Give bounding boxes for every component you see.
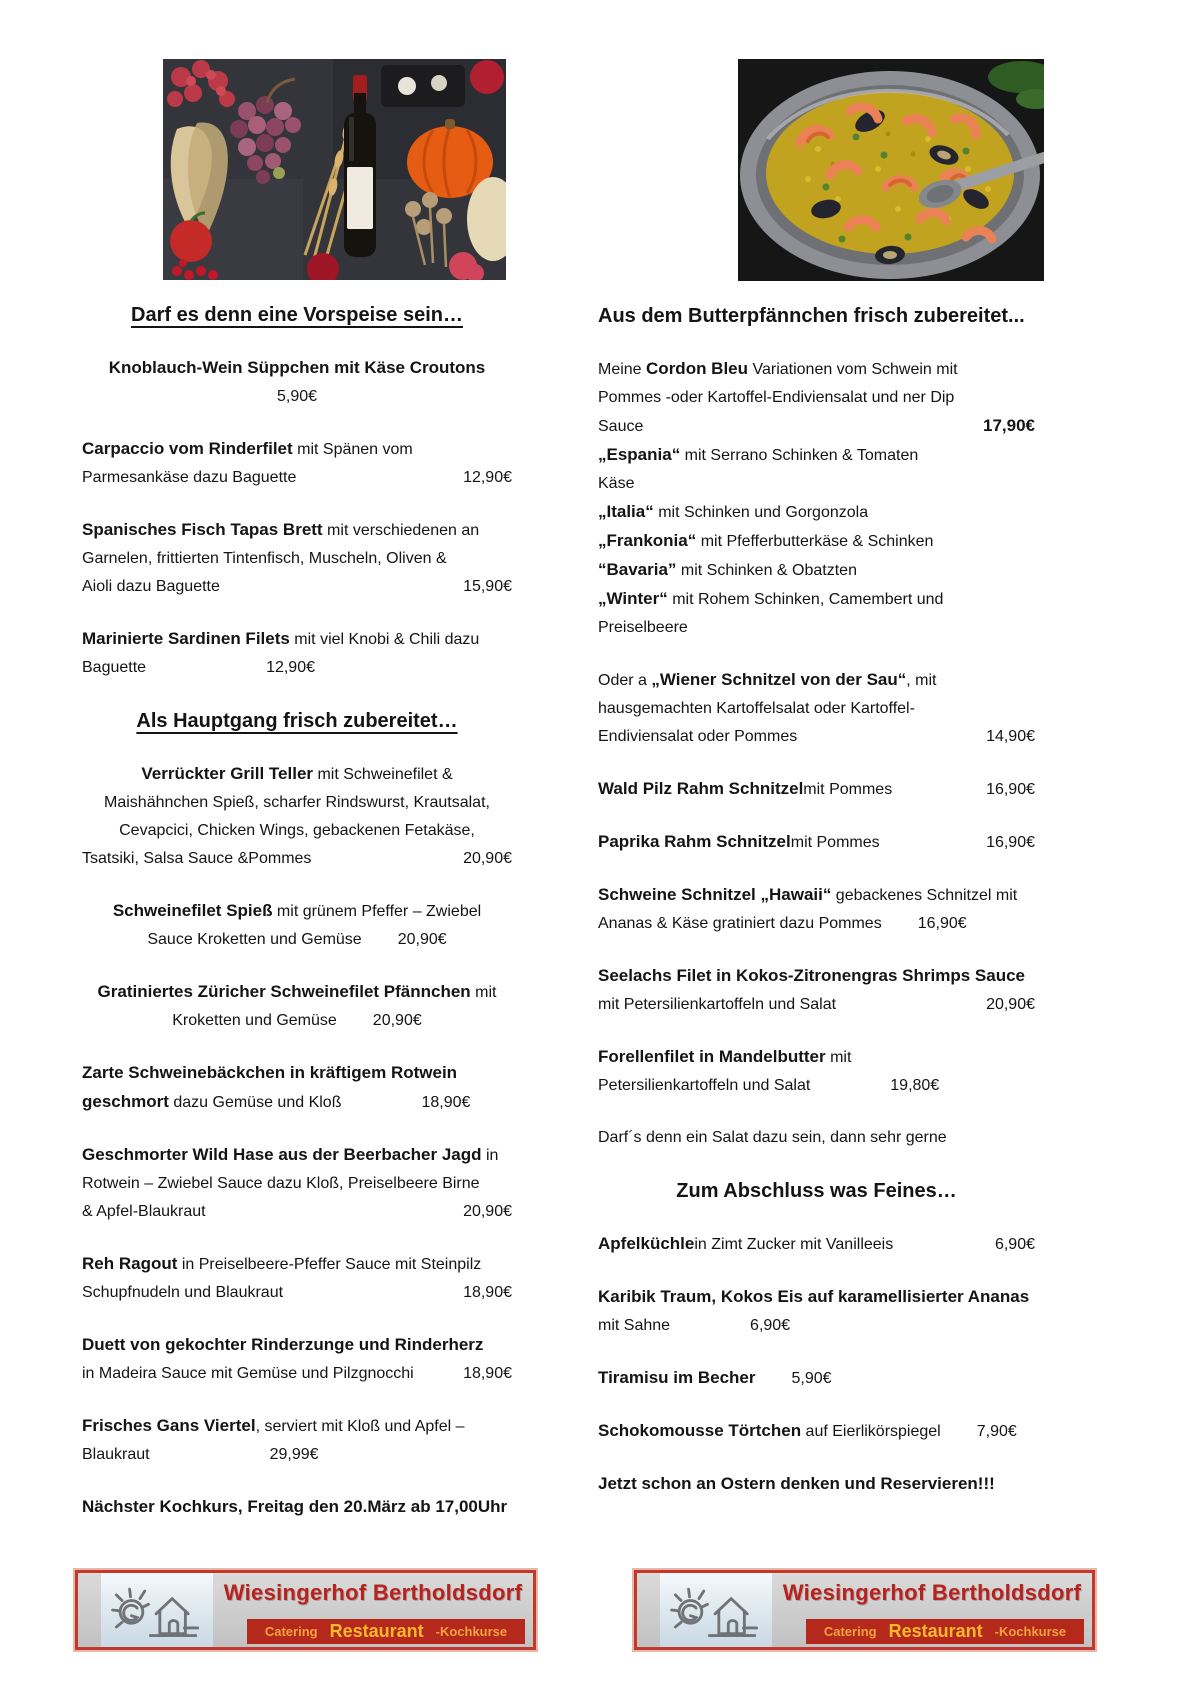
menu-text: „Winter“ [598, 589, 668, 608]
menu-text: Als Hauptgang frisch zubereitet… [136, 710, 458, 732]
menu-line [598, 301, 1035, 331]
menu-item [82, 1250, 512, 1307]
menu-text: „Espania“ [598, 445, 681, 464]
price: 29,99€ [269, 1446, 319, 1463]
menu-text: mit verschiedenen an [322, 522, 480, 539]
menu-line [598, 910, 1035, 938]
menu-item [598, 1283, 1035, 1340]
menu-column-left [82, 59, 512, 1546]
menu-text: Darf es denn eine Vorspeise sein… [131, 304, 463, 326]
sun-house-logo-icon [660, 1573, 772, 1647]
menu-text: mit Rohem Schinken, Camembert und [667, 591, 944, 608]
menu-line [82, 625, 512, 654]
menu-text: Oder a [598, 672, 652, 689]
menu-item [598, 355, 1035, 642]
menu-item [82, 978, 512, 1035]
price: 6,90€ [994, 1236, 1035, 1253]
menu-item [82, 897, 512, 954]
menu-text: mit viel Knobi & Chili dazu [289, 631, 480, 648]
menu-text: Schupfnudeln und Blaukraut [82, 1284, 284, 1301]
price: 20,90€ [397, 931, 447, 948]
service-kochkurse: -Kochkurse [435, 1624, 508, 1639]
menu-text: Duett von gekochter Rinderzunge und Rinderherz [82, 1335, 484, 1354]
menu-line [82, 1441, 512, 1469]
menu-text: Petersilienkartoffeln und Salat [598, 1077, 811, 1094]
menu-line [598, 1124, 1035, 1152]
price: 19,80€ [890, 1077, 940, 1094]
menu-item [598, 1230, 1035, 1259]
menu-text: mit Pfefferbutterkäse & Schinken [696, 533, 934, 550]
menu-text: mit grünem Pfeffer – Zwiebel [272, 903, 482, 920]
menu-line [82, 1088, 512, 1117]
menu-line [82, 545, 512, 573]
menu-text: mit Pommes [790, 834, 880, 851]
sun-house-logo-icon [101, 1573, 213, 1647]
service-catering: Catering [823, 1624, 877, 1639]
menu-line [598, 1043, 1035, 1072]
service-kochkurse: -Kochkurse [994, 1624, 1067, 1639]
menu-text: Variationen vom Schwein mit [748, 361, 958, 378]
menu-text: Tsatsiki, Salsa Sauce &Pommes [82, 850, 312, 867]
menu-text: Jetzt schon an Ostern denken und Reservieren!!! [598, 1474, 995, 1493]
menu-line [598, 1312, 1035, 1340]
menu-text: Nächster Kochkurs, Freitag den 20.März ab 17,00Uhr [82, 1497, 508, 1516]
menu-text: Schweinefilet Spieß [112, 901, 273, 920]
menu-line [598, 881, 1035, 910]
logo-main [772, 1573, 1092, 1647]
menu-text: in Madeira Sauce mit Gemüse und Pilzgnocchi [82, 1365, 414, 1382]
menu-text: Karibik Traum, Kokos Eis auf karamellisierter Ananas [598, 1287, 1030, 1306]
menu-text: mit [825, 1049, 852, 1066]
menu-text: „Italia“ [598, 502, 654, 521]
menu-line [598, 556, 1035, 585]
menu-text: Darf´s denn ein Salat dazu sein, dann sehr gerne [598, 1129, 947, 1146]
menu-text: Wald Pilz Rahm Schnitzel [598, 779, 804, 798]
price: 15,90€ [463, 578, 512, 595]
menu-item [598, 1364, 1035, 1393]
menu-text: hausgemachten Kartoffelsalat oder Kartoffel- [598, 700, 915, 717]
menu-line [82, 1141, 512, 1170]
menu-line [82, 789, 512, 817]
menu-text: Verrückter Grill Teller [141, 764, 314, 783]
menu-text: Meine [598, 361, 647, 378]
menu-line [82, 1170, 512, 1198]
menu-text: 5,90€ [276, 388, 318, 405]
menu-text: , serviert mit Kloß und Apfel – [255, 1418, 465, 1435]
price: 12,90€ [266, 659, 315, 676]
menu-blocks-left [82, 300, 512, 1522]
menu-text: mit Petersilienkartoffeln und Salat [598, 996, 837, 1013]
menu-line [82, 1331, 512, 1360]
menu-line [598, 1230, 1035, 1259]
service-catering: Catering [264, 1624, 318, 1639]
menu-line [82, 1007, 512, 1035]
menu-line [598, 1283, 1035, 1312]
menu-text: Garnelen, frittierten Tintenfisch, Muscheln, Oliven & [82, 550, 447, 567]
menu-text: Marinierte Sardinen Filets [82, 629, 290, 648]
menu-text: Pommes -oder Kartoffel-Endiviensalat und ner Dip [598, 389, 955, 406]
menu-item [82, 435, 512, 492]
price: 20,90€ [463, 850, 512, 867]
menu-text: Schweine Schnitzel „Hawaii“ [598, 885, 832, 904]
menu-item [82, 516, 512, 601]
menu-text: mit Spänen vom [292, 441, 413, 458]
menu-text: mit Pommes [803, 781, 893, 798]
section-heading [598, 1176, 1035, 1206]
menu-line [82, 1198, 512, 1226]
menu-line [82, 1412, 512, 1441]
service-restaurant: Restaurant [888, 1621, 983, 1641]
menu-text: in Zimt Zucker mit Vanilleeis [694, 1236, 894, 1253]
price: 20,90€ [986, 996, 1035, 1013]
price: 16,90€ [986, 834, 1035, 851]
logo-banner-right [634, 1570, 1095, 1650]
price: 7,90€ [976, 1423, 1017, 1440]
logo-services-bar [806, 1619, 1084, 1644]
menu-text: Geschmorter Wild Hase aus der Beerbacher Jagd [82, 1145, 482, 1164]
service-restaurant: Restaurant [329, 1621, 424, 1641]
menu-text: mit Serrano Schinken & Tomaten [680, 447, 919, 464]
menu-text: auf Eierlikörspiegel [801, 1423, 941, 1440]
menu-line [598, 585, 1035, 614]
note-line [598, 1470, 1035, 1499]
menu-line [82, 654, 512, 682]
menu-text: dazu Gemüse und Kloß [168, 1094, 342, 1111]
menu-line [598, 614, 1035, 642]
menu-line [598, 1470, 1035, 1499]
menu-text: „Frankonia“ [598, 531, 697, 550]
price: 16,90€ [986, 781, 1035, 798]
menu-text: Blaukraut [82, 1446, 150, 1463]
menu-text: “Bavaria” [598, 560, 677, 579]
logo-main [213, 1573, 533, 1647]
menu-line [598, 1176, 1035, 1206]
menu-text: in Preiselbeere-Pfeffer Sauce mit Steinpilz [177, 1256, 482, 1273]
price: 18,90€ [421, 1094, 471, 1111]
menu-text: Apfelküchle [598, 1234, 695, 1253]
menu-line [82, 354, 512, 383]
price: 6,90€ [750, 1317, 791, 1334]
menu-line [598, 441, 1035, 470]
menu-line [82, 300, 512, 330]
menu-line [82, 706, 512, 736]
menu-text: Seelachs Filet in Kokos-Zitronengras Shrimps Sauce [598, 966, 1026, 985]
menu-item [598, 775, 1035, 804]
price: 16,90€ [917, 915, 967, 932]
menu-line [598, 991, 1035, 1019]
menu-text: Knoblauch-Wein Süppchen mit Käse Croutons [108, 358, 486, 377]
menu-line [82, 464, 512, 492]
menu-line [598, 1417, 1035, 1446]
menu-text: Forellenfilet in Mandelbutter [598, 1047, 826, 1066]
menu-line [598, 1364, 1035, 1393]
menu-item [82, 354, 512, 411]
menu-text: Sauce [598, 418, 644, 435]
menu-item [598, 962, 1035, 1019]
menu-text: mit [470, 984, 497, 1001]
menu-item [598, 881, 1035, 938]
menu-text: Käse [598, 475, 635, 492]
menu-text: mit Schinken und Gorgonzola [653, 504, 869, 521]
section-heading [82, 706, 512, 736]
logo-title: Wiesingerhof Bertholdsdorf [223, 1580, 523, 1605]
menu-item [598, 828, 1035, 857]
menu-text: Aus dem Butterpfännchen frisch zubereitet... [598, 305, 1025, 327]
menu-line [82, 978, 512, 1007]
menu-text: Maishähnchen Spieß, scharfer Rindswurst, Krautsalat, [104, 794, 490, 811]
menu-text: mit Sahne [598, 1317, 671, 1334]
menu-text: Carpaccio vom Rinderfilet [82, 439, 293, 458]
price: 20,90€ [463, 1203, 512, 1220]
menu-line [82, 817, 512, 845]
menu-item [598, 666, 1035, 751]
menu-text: Kroketten und Gemüse [172, 1012, 337, 1029]
menu-text: geschmort [82, 1092, 169, 1111]
menu-text: Reh Ragout [82, 1254, 178, 1273]
menu-line [82, 516, 512, 545]
note-line [82, 1493, 512, 1522]
menu-text: Frisches Gans Viertel [82, 1416, 256, 1435]
menu-item [598, 1043, 1035, 1100]
menu-line [598, 355, 1035, 384]
menu-item [82, 625, 512, 682]
price: 5,90€ [791, 1370, 832, 1387]
menu-line [82, 897, 512, 926]
autumn-harvest-wine-photo [163, 59, 506, 280]
menu-text: & Apfel-Blaukraut [82, 1203, 206, 1220]
price: 12,90€ [463, 469, 512, 486]
menu-item [598, 1417, 1035, 1446]
menu-line [598, 527, 1035, 556]
menu-item [82, 1412, 512, 1469]
menu-item [82, 1331, 512, 1388]
menu-line [82, 1250, 512, 1279]
menu-text: mit Schinken & Obatzten [676, 562, 857, 579]
price: 18,90€ [463, 1284, 512, 1301]
menu-text: Cordon Bleu [646, 359, 749, 378]
menu-line [82, 845, 512, 873]
menu-text: Gratiniertes Züricher Schweinefilet Pfännchen [97, 982, 471, 1001]
menu-line [82, 383, 512, 411]
menu-line [82, 1059, 512, 1088]
menu-text: Aioli dazu Baguette [82, 578, 220, 595]
menu-line [598, 828, 1035, 857]
price: 17,90€ [983, 416, 1035, 435]
menu-text: , mit [906, 672, 937, 689]
note-line [598, 1124, 1035, 1152]
menu-text: Ananas & Käse gratiniert dazu Pommes [598, 915, 882, 932]
menu-text: Zum Abschluss was Feines… [676, 1180, 957, 1202]
section-heading [598, 301, 1035, 331]
menu-text: Sauce Kroketten und Gemüse [147, 931, 362, 948]
seafood-paella-photo [738, 59, 1044, 281]
menu-text: Parmesankäse dazu Baguette [82, 469, 297, 486]
menu-text: Preiselbeere [598, 619, 688, 636]
section-heading [82, 300, 512, 330]
menu-line [82, 760, 512, 789]
menu-text: Schokomousse Törtchen [598, 1421, 802, 1440]
menu-line [598, 775, 1035, 804]
menu-line [598, 384, 1035, 412]
menu-text: gebackenes Schnitzel mit [831, 887, 1018, 904]
menu-line [598, 723, 1035, 751]
menu-line [82, 573, 512, 601]
menu-line [598, 498, 1035, 527]
menu-text: in [481, 1147, 499, 1164]
menu-column-right [598, 59, 1035, 1523]
logo-banner-left [75, 1570, 536, 1650]
menu-text: Tiramisu im Becher [598, 1368, 756, 1387]
menu-line [598, 962, 1035, 991]
menu-text: Endiviensalat oder Pommes [598, 728, 798, 745]
price: 18,90€ [463, 1365, 512, 1382]
menu-text: Rotwein – Zwiebel Sauce dazu Kloß, Preiselbeere Birne [82, 1175, 480, 1192]
menu-line [82, 1360, 512, 1388]
logo-title: Wiesingerhof Bertholdsdorf [782, 1580, 1082, 1605]
menu-text: Zarte Schweinebäckchen in kräftigem Rotwein [82, 1063, 458, 1082]
menu-line [598, 1072, 1035, 1100]
menu-line [598, 470, 1035, 498]
menu-line [82, 1493, 512, 1522]
price: 14,90€ [986, 728, 1035, 745]
menu-line [82, 1279, 512, 1307]
logo-services-bar [247, 1619, 525, 1644]
menu-text: Spanisches Fisch Tapas Brett [82, 520, 323, 539]
menu-blocks-right [598, 301, 1035, 1499]
menu-item [82, 760, 512, 873]
menu-line [82, 435, 512, 464]
menu-text: „Wiener Schnitzel von der Sau“ [651, 670, 907, 689]
menu-text: mit Schweinefilet & [313, 766, 453, 783]
menu-line [598, 412, 1035, 441]
menu-text: Cevapcici, Chicken Wings, gebackenen Fetakäse, [119, 822, 475, 839]
menu-line [598, 666, 1035, 695]
price: 20,90€ [372, 1012, 422, 1029]
menu-line [82, 926, 512, 954]
menu-item [82, 1059, 512, 1117]
menu-line [598, 695, 1035, 723]
menu-text: Baguette [82, 659, 147, 676]
menu-item [82, 1141, 512, 1226]
menu-text: Paprika Rahm Schnitzel [598, 832, 791, 851]
